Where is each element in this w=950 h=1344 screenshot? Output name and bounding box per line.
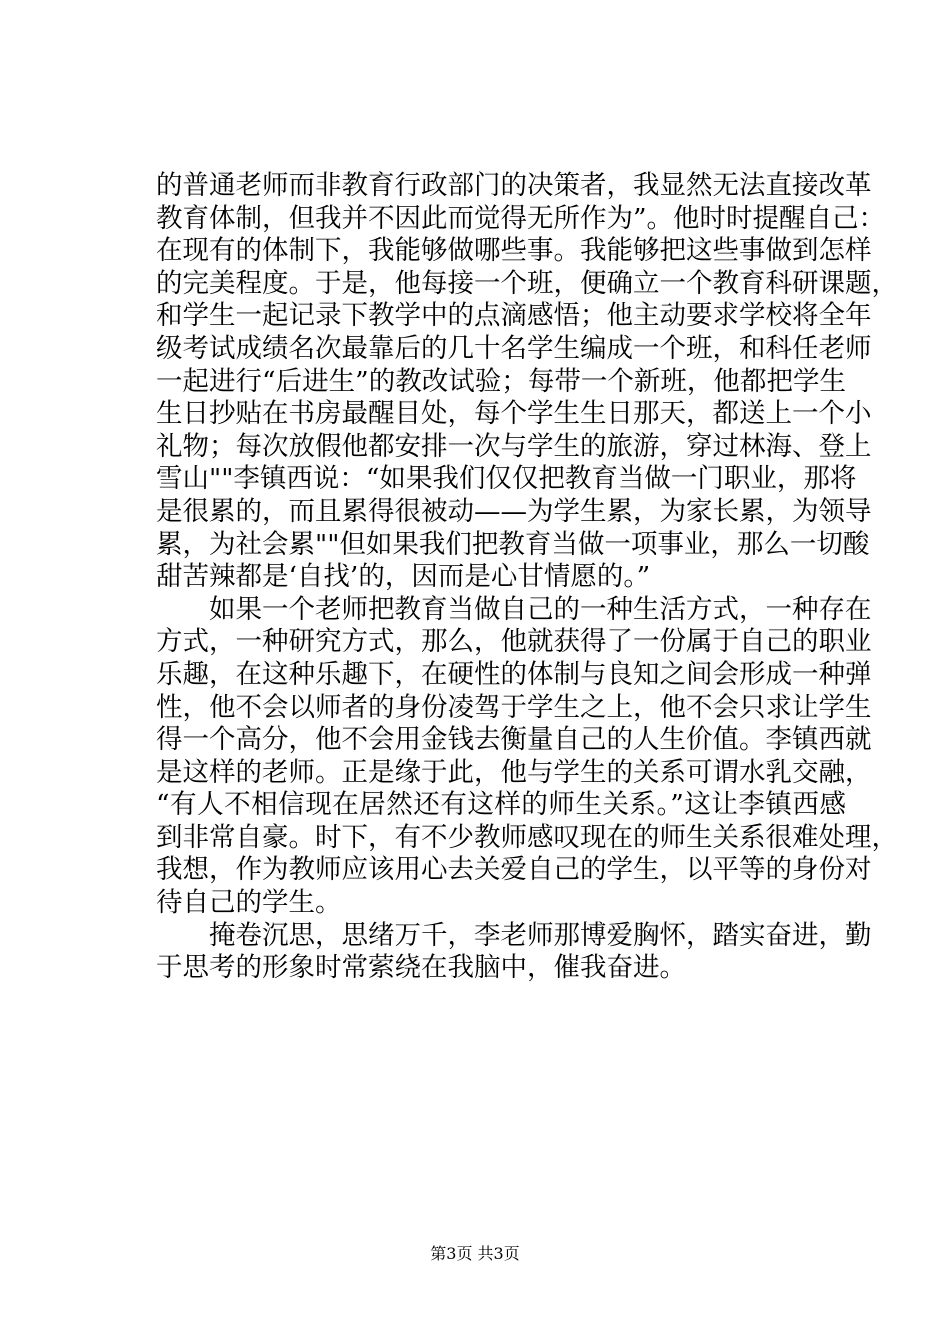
text-line: 待自己的学生。 — [156, 887, 342, 919]
text-line: 我想，作为教师应该用心去关爱自己的学生，以平等的身份对 — [156, 854, 872, 886]
text-line: 教育体制，但我并不因此而觉得无所作为”。他时时提醒自己： — [156, 202, 886, 234]
text-line-paragraph-start: 如果一个老师把教育当做自己的一种生活方式，一种存在 — [209, 593, 872, 625]
page-number-footer: 第3页 共3页 — [430, 1244, 520, 1263]
text-line: 在现有的体制下，我能够做哪些事。我能够把这些事做到怎样 — [156, 235, 872, 267]
text-line: 得一个高分，他不会用金钱去衡量自己的人生价值。李镇西就 — [156, 724, 872, 756]
text-line: 雪山""李镇西说：“如果我们仅仅把教育当做一门职业，那将 — [156, 463, 857, 495]
text-line: 乐趣，在这种乐趣下，在硬性的体制与良知之间会形成一种弹 — [156, 658, 872, 690]
text-line: 的普通老师而非教育行政部门的决策者，我显然无法直接改革 — [156, 170, 872, 201]
document-body — [156, 170, 898, 985]
text-line: 和学生一起记录下教学中的点滴感悟；他主动要求学校将全年 — [156, 300, 872, 332]
text-line: 于思考的形象时常萦绕在我脑中，催我奋进。 — [156, 952, 686, 984]
text-line: 的完美程度。于是，他每接一个班，便确立一个教育科研课题， — [156, 267, 898, 299]
text-line: 甜苦辣都是‘自找’的，因而是心甘情愿的。” — [156, 561, 651, 593]
text-line: 到非常自豪。时下，有不少教师感叹现在的师生关系很难处理， — [156, 821, 898, 853]
text-line: 生日抄贴在书房最醒目处，每个学生生日那天，都送上一个小 — [156, 398, 872, 430]
text-line: 一起进行“后进生”的教改试验；每带一个新班，他都把学生 — [156, 365, 846, 397]
text-line: 性，他不会以师者的身份凌驾于学生之上，他不会只求让学生 — [156, 691, 872, 723]
text-line: 是这样的老师。正是缘于此，他与学生的关系可谓水乳交融， — [156, 756, 872, 788]
text-line: 方式，一种研究方式，那么，他就获得了一份属于自己的职业 — [156, 626, 872, 658]
text-line-paragraph-start: 掩卷沉思，思绪万千，李老师那博爱胸怀，踏实奋进，勤 — [209, 919, 872, 951]
text-line: 礼物；每次放假他都安排一次与学生的旅游，穿过林海、登上 — [156, 430, 872, 462]
text-line: 是很累的，而且累得很被动——为学生累，为家长累，为领导 — [156, 495, 872, 527]
text-line: “有人不相信现在居然还有这样的师生关系。”这让李镇西感 — [156, 789, 846, 821]
text-line: 累，为社会累""但如果我们把教育当做一项事业，那么一切酸 — [156, 528, 870, 560]
text-line: 级考试成绩名次最靠后的几十名学生编成一个班，和科任老师 — [156, 332, 872, 364]
